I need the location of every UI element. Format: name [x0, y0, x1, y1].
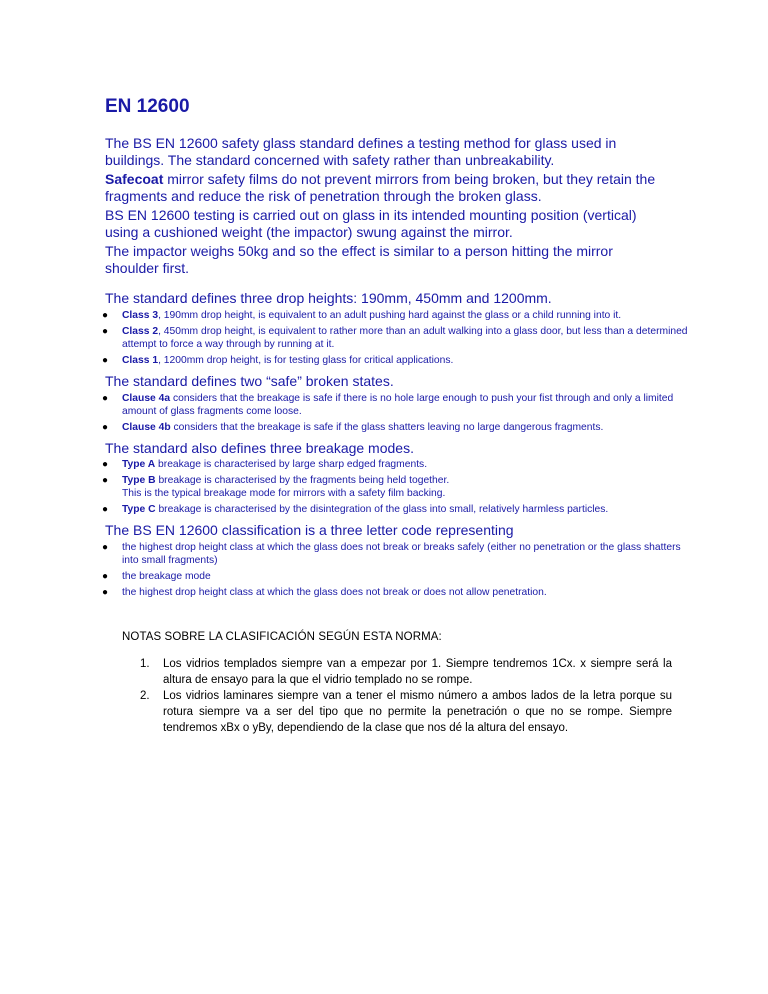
list-item: 2. Los vidrios laminares siempre van a tener el mismo número a ambos lados de la letra porque su rotura siempre va a ser del tipo que no permite la penetración o que no se rompe. Siempre tendremos xBx o yBy, dependiendo de la clase que nos dé la altura del ensayo.	[140, 690, 672, 734]
page-title: EN 12600	[105, 96, 190, 117]
notes-list	[140, 656, 672, 736]
bullet-icon: ●	[102, 310, 109, 321]
intro-paragraph-2-text: mirror safety films do not prevent mirrors from being broken, but they retain the fragments and reduce the risk of penetration through the broken glass.	[105, 171, 656, 204]
intro-paragraph-2	[105, 171, 665, 205]
list-item: 1. Los vidrios templados siempre van a empezar por 1. Siempre tendremos 1Cx. x siempre será la altura de ensayo para la que el vidrio templado no se rompe.	[140, 658, 672, 686]
bullet-icon: ●	[102, 326, 109, 337]
safe-states-list	[0, 393, 690, 438]
notes-heading: NOTAS SOBRE LA CLASIFICACIÓN SEGÚN ESTA NORMA:	[122, 631, 442, 643]
list-item: ● Class 1, 1200mm drop height, is for testing glass for critical applications.	[102, 354, 454, 366]
classification-heading: The BS EN 12600 classification is a three letter code representing	[105, 522, 514, 538]
list-item: ● Class 2, 450mm drop height, is equivalent to rather more than an adult walking into a glass door, but less than a determined attempt to force a way through by running at it.	[102, 326, 688, 350]
list-item: ● the highest drop height class at which the glass does not break or breaks safely (either no penetration or the glass shatters into small fragments)	[102, 542, 681, 566]
bullet-icon: ●	[102, 570, 109, 582]
bullet-icon: ●	[102, 421, 109, 433]
safecoat-brand: Safecoat	[105, 171, 164, 187]
bullet-icon: ●	[102, 393, 109, 404]
bullet-icon: ●	[102, 586, 109, 598]
classification-list	[0, 542, 690, 603]
list-item: ● Clause 4b considers that the breakage is safe if the glass shatters leaving no large dangerous fragments.	[102, 421, 604, 433]
intro-paragraph-1: The BS EN 12600 safety glass standard defines a testing method for glass used in buildings. The standard concerned with safety rather than unbreakability.	[105, 135, 617, 168]
drop-heights-list	[0, 310, 690, 371]
breakage-modes-list	[0, 459, 690, 520]
bullet-icon: ●	[102, 459, 109, 470]
list-item: ● Type C breakage is characterised by the disintegration of the glass into small, relatively harmless particles.	[102, 503, 609, 515]
safe-states-heading: The standard defines two “safe” broken states.	[105, 373, 394, 389]
list-item: ● the highest drop height class at which the glass does not break or does not allow penetration.	[102, 586, 547, 598]
breakage-modes-heading: The standard also defines three breakage modes.	[105, 440, 414, 456]
list-item: ● Clause 4a considers that the breakage is safe if there is no hole large enough to push your fist through and only a limited amount of glass fragments come loose.	[102, 393, 674, 417]
drop-heights-heading: The standard defines three drop heights: 190mm, 450mm and 1200mm.	[105, 290, 552, 306]
intro-paragraph-4: The impactor weighs 50kg and so the effect is similar to a person hitting the mirror shoulder first.	[105, 243, 613, 276]
list-item: ● Type B breakage is characterised by the fragments being held together. This is the typical breakage mode for mirrors with a safety film backing.	[102, 475, 450, 499]
bullet-icon: ●	[102, 354, 109, 366]
list-item: ● Class 3, 190mm drop height, is equivalent to an adult pushing hard against the glass or a child running into it.	[102, 310, 622, 321]
list-item: ● the breakage mode	[102, 570, 211, 582]
bullet-icon: ●	[102, 542, 109, 553]
intro-section	[105, 135, 665, 279]
list-item: ● Type A breakage is characterised by large sharp edged fragments.	[102, 459, 428, 470]
bullet-icon: ●	[102, 503, 109, 515]
bullet-icon: ●	[102, 475, 109, 486]
intro-paragraph-3: BS EN 12600 testing is carried out on glass in its intended mounting position (vertical) using a cushioned weight (the impactor) swung against the mirror.	[105, 207, 637, 240]
